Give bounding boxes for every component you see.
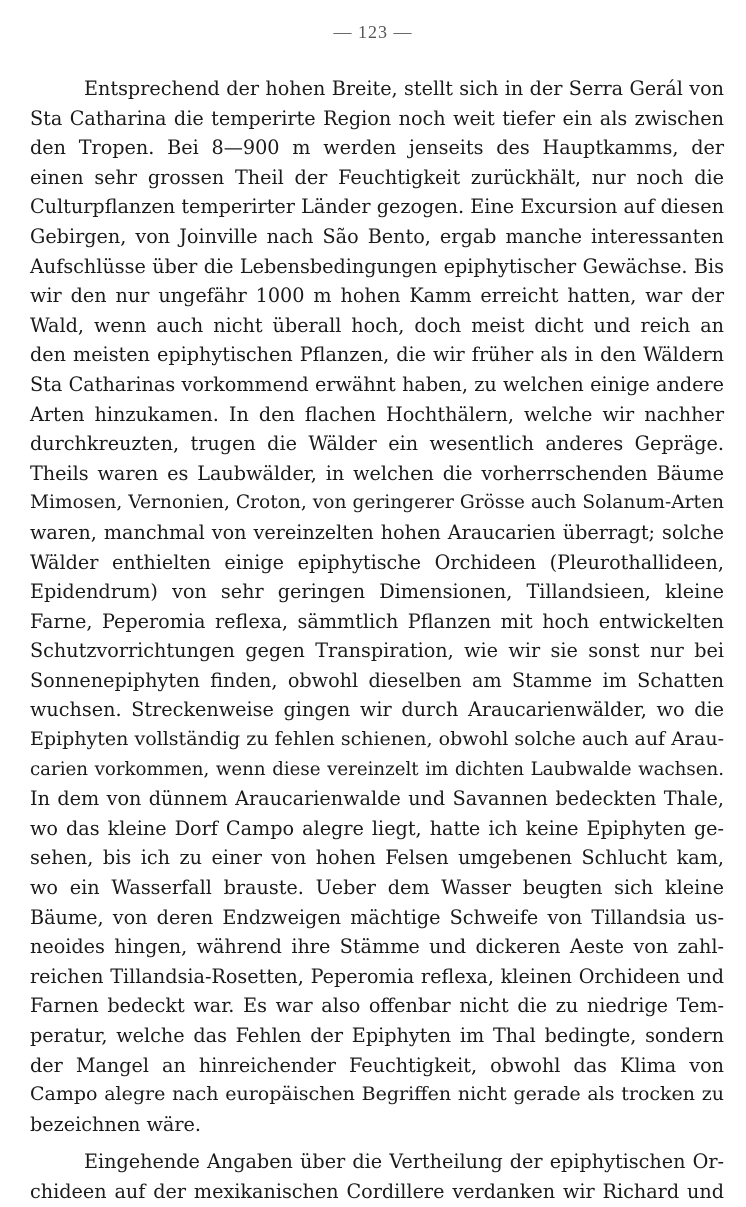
text-line: waren, manchmal von vereinzelten hohen Araucarien überragt; solche (30, 520, 724, 544)
text-line: wo ein Wasserfall brauste. Ueber dem Wasser beugten sich kleine (30, 876, 724, 900)
text-line: durchkreuzten, trugen die Wälder ein wesentlich anderes Gepräge. (30, 432, 724, 456)
text-line: wuchsen. Streckenweise gingen wir durch Araucarienwälder, wo die (30, 698, 724, 722)
text-line: Entsprechend der hohen Breite, stellt sich in der Serra Gerál von (84, 77, 724, 100)
text-line: einen sehr grossen Theil der Feuchtigkeit zurückhält, nur noch die (30, 165, 724, 189)
text-line: Culturpflanzen temperirter Länder gezogen. Eine Excursion auf diesen (30, 195, 724, 219)
text-line: Schutzvorrichtungen gegen Transpiration, wie wir sie sonst nur bei (30, 639, 724, 663)
text-line: Eingehende Angaben über die Vertheilung der epiphytischen Or- (84, 1150, 724, 1174)
text-line: Farne, Peperomia reflexa, sämmtlich Pflanzen mit hoch entwickelten (30, 609, 724, 633)
text-line: Wälder enthielten einige epiphytische Orchideen (Pleurothallideen, (30, 550, 724, 574)
text-line: carien vorkommen, wenn diese vereinzelt im dichten Laubwalde wachsen. (30, 758, 724, 780)
text-line: den meisten epiphytischen Pflanzen, die wir früher als in den Wäldern (30, 343, 724, 367)
text-line: neoides hingen, während ihre Stämme und dickeren Aeste von zahl- (30, 935, 724, 959)
text-line: wir den nur ungefähr 1000 m hohen Kamm erreicht hatten, war der (30, 284, 724, 308)
text-line: Farnen bedeckt war. Es war also offenbar nicht die zu niedrige Tem- (30, 994, 724, 1018)
text-line: Arten hinzukamen. In den flachen Hochthälern, welche wir nachher (30, 402, 724, 426)
text-line: Sta Catharina die temperirte Region noch weit tiefer ein als zwischen (30, 106, 724, 130)
text-line: bezeichnen wäre. (30, 1112, 202, 1136)
text-line: Wald, wenn auch nicht überall hoch, doch meist dicht und reich an (30, 313, 724, 337)
text-line: wo das kleine Dorf Campo alegre liegt, hatte ich keine Epiphyten ge- (30, 816, 724, 840)
text-line: Campo alegre nach europäischen Begriffen nicht gerade als trocken zu (30, 1083, 724, 1106)
text-line: der Mangel an hinreichender Feuchtigkeit, obwohl das Klima von (30, 1053, 724, 1077)
paragraph (30, 1147, 724, 1206)
text-line: Sta Catharinas vorkommend erwähnt haben, zu welchen einige andere (30, 372, 724, 396)
text-line: chideen auf der mexikanischen Cordillere verdanken wir Richard und (30, 1179, 724, 1203)
text-line: peratur, welche das Fehlen der Epiphyten im Thal bedingte, sondern (30, 1024, 724, 1047)
text-line: Epidendrum) von sehr geringen Dimensionen, Tillandsieen, kleine (30, 580, 724, 604)
text-line: Theils waren es Laubwälder, in welchen die vorherrschenden Bäume (30, 461, 724, 485)
text-line: den Tropen. Bei 8—900 m werden jenseits des Hauptkamms, der (30, 136, 724, 160)
text-line: Gebirgen, von Joinville nach São Bento, ergab manche interessanten (30, 224, 724, 248)
text-line: Aufschlüsse über die Lebensbedingungen epiphytischer Gewächse. Bis (30, 254, 724, 278)
text-line: In dem von dünnem Araucarienwalde und Savannen bedeckten Thale, (30, 787, 724, 811)
text-line: Bäume, von deren Endzweigen mächtige Schweife von Tillandsia us- (30, 905, 724, 929)
text-line: reichen Tillandsia-Rosetten, Peperomia reflexa, kleinen Orchideen und (30, 964, 724, 988)
text-line: Epiphyten vollständig zu fehlen schienen, obwohl solche auch auf Arau- (30, 728, 724, 751)
text-line: Mimosen, Vernonien, Croton, von geringerer Grösse auch Solanum-Arten (30, 492, 724, 514)
text-line: Sonnenepiphyten finden, obwohl dieselben am Stamme im Schatten (30, 668, 724, 692)
text-line: sehen, bis ich zu einer von hohen Felsen umgebenen Schlucht kam, (30, 846, 724, 870)
body-text (30, 74, 724, 1207)
page-number: — 123 — (333, 22, 413, 42)
paragraph (30, 74, 724, 1139)
